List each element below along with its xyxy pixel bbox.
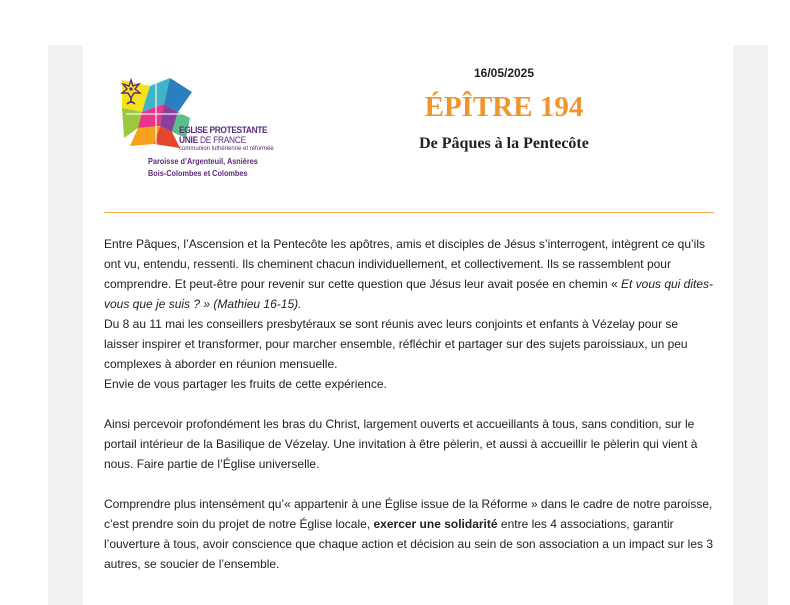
logo-de-france: DE FRANCE [197,135,246,146]
church-logo [120,78,280,183]
logo-parish-line-1: Paroisse d’Argenteuil, Asnières [148,156,258,166]
bible-quote: Et vous qui dites-vous que je suis ? » (Mathieu 16-15). [104,277,714,311]
paragraph-5-text-a: Comprendre plus intensément qu’« appartenir à une Église issue de la Réforme » dans le cadre de notre paroisse, c’est prendre soin du projet de notre Église locale, [104,497,713,531]
logo-unie: UNIE [179,135,198,146]
logo-church-name: EGLISE PROTESTANTE [179,125,268,136]
paragraph-1-text: Entre Pâques, l’Ascension et la Pentecôte les apôtres, amis et disciples de Jésus s’interrogent, intègrent ce qu’ils ont vu, entendu, ressenti. Ils cheminent chacun individuellement, et collectivement. Ils se rassemblent pour comprendre. Et peut-être pour revenir sur cette question que Jésus leur avait posée en chemin « [104,237,705,291]
paragraph-4: Ainsi percevoir profondément les bras du Christ, largement ouverts et accueillants à tous, sans condition, sur le portail intérieur de la Basilique de Vézelay. Une invitation à être pèlerin, et aussi à accueillir le pèlerin qui vient à nous. Faire partie de l’Église universelle. [104,417,698,471]
page-margin-left [48,45,83,605]
logo-parish-line-2: Bois-Colombes et Colombes [148,168,248,178]
issue-date: 16/05/2025 [473,66,535,80]
paragraph-1 [104,234,716,314]
page-margin-right [733,45,768,605]
article-body [104,234,716,594]
logo-tagline: communion luthérienne et réformée [179,146,274,152]
newsletter-subtitle: De Pâques à la Pentecôte [419,135,589,152]
logo-church-name-2 [179,135,246,146]
paragraph-3: Envie de vous partager les fruits de cette expérience. [104,377,387,391]
huguenot-cross-icon [120,78,142,108]
paragraph-5-emphasis: exercer une solidarité [373,517,498,531]
header-divider [104,212,714,213]
paragraph-5 [104,494,716,574]
paragraph-5-text-b: entre les 4 associations, garantir l’ouverture à tous, avoir conscience que chaque action et décision au sein de son association a un impact sur les 3 autres, se soucier de l’ensemble. [104,517,714,571]
paragraph-2: Du 8 au 11 mai les conseillers presbytéraux se sont réunis avec leurs conjoints et enfants à Vézelay pour se laisser inspirer et transformer, pour marcher ensemble, réfléchir et partager sur des sujets paroissiaux, un peu complexes à aborder en réunion mensuelle. [104,317,688,371]
newsletter-title: ÉPÎTRE 194 [424,91,584,123]
